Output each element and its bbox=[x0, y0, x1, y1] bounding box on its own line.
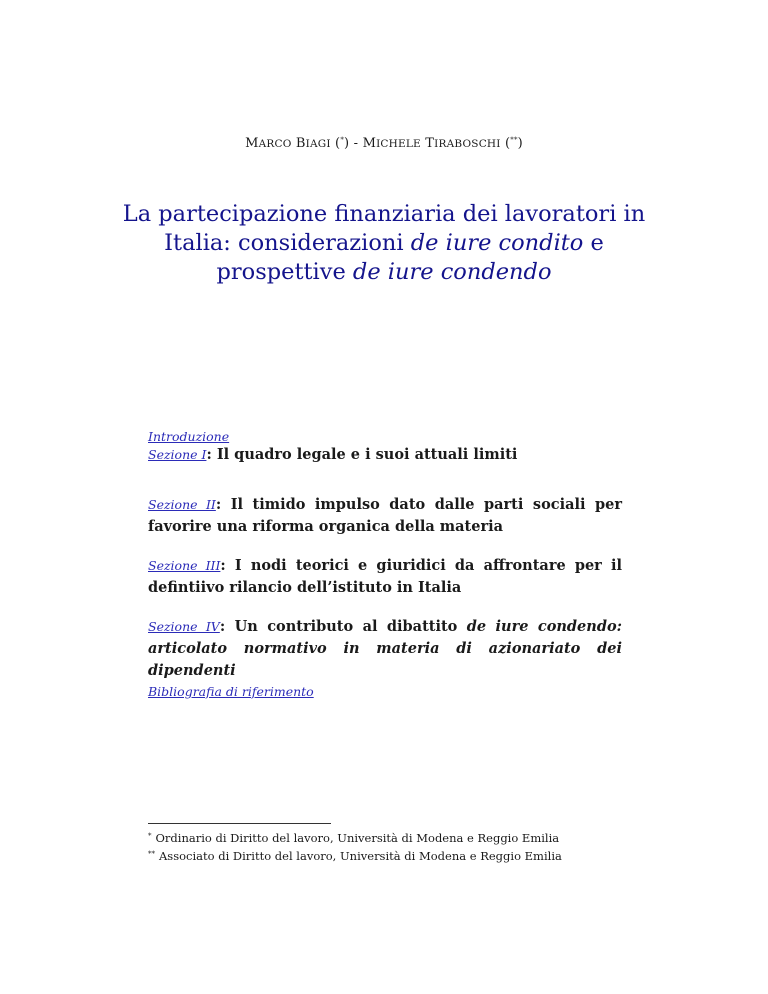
toc-bibliography bbox=[148, 681, 622, 700]
toc-section-4-title: Un contributo al dibattito bbox=[234, 618, 467, 635]
title-emphasis-condendo: de iure condendo bbox=[352, 259, 552, 285]
toc-link-section-2[interactable]: Sezione II bbox=[148, 497, 216, 512]
footnotes bbox=[148, 828, 628, 864]
toc-section-1: Sezione I: Il quadro legale e i suoi attuali limiti bbox=[148, 446, 518, 463]
toc-section-2-title: Il timido impulso dato dalle parti sociali per favorire una riforma organica della materia bbox=[148, 496, 623, 535]
document-title: La partecipazione finanziaria dei lavoratori in Italia: considerazioni de iure condito e prospettive de iure condendo bbox=[122, 201, 646, 285]
author2-last-rest: IRABOSCHI bbox=[434, 138, 501, 150]
toc-link-bibliography[interactable]: Bibliografia di riferimento bbox=[148, 684, 314, 699]
toc-link-section-4[interactable]: Sezione IV bbox=[148, 619, 220, 634]
author1-initial: M bbox=[245, 136, 259, 151]
author2-initial: M bbox=[362, 136, 377, 151]
toc-section-1-title: Il quadro legale e i suoi attuali limiti bbox=[216, 446, 518, 463]
footnote-2: ** Associato di Diritto del lavoro, Università di Modena e Reggio Emilia bbox=[148, 849, 562, 863]
footnote-divider bbox=[148, 823, 331, 824]
author1-first-rest: ARCO bbox=[258, 138, 292, 150]
toc-section-3-title: I nodi teorici e giuridici da affrontare per il defintiivo rilancio dell’istituto in Italia bbox=[148, 557, 622, 596]
toc-section-4-emphasis: de iure condendo: articolato normativo in materia di azionariato dei dipendenti bbox=[148, 618, 622, 679]
author1-footnote-mark: * bbox=[340, 136, 345, 144]
footnote-1: * Ordinario di Diritto del lavoro, Università di Modena e Reggio Emilia bbox=[148, 831, 560, 845]
toc-section-2: Sezione II: Il timido impulso dato dalle parti sociali per favorire una riforma organica della materia bbox=[148, 496, 623, 535]
toc-section-3: Sezione III: I nodi teorici e giuridici da affrontare per il defintiivo rilancio dell’istituto in Italia bbox=[148, 557, 622, 596]
toc-section-4: Sezione IV: Un contributo al dibattito de iure condendo: articolato normativo in materia di azionariato dei dipendenti bbox=[148, 618, 622, 679]
author2-first-rest: ICHELE bbox=[376, 138, 421, 150]
authors-separator: - bbox=[353, 136, 359, 151]
author1-last-initial: B bbox=[295, 136, 306, 151]
toc-link-section-1[interactable]: Sezione I bbox=[148, 447, 207, 462]
authors-line: MARCO BIAGI (*) - MICHELE TIRABOSCHI (**) bbox=[245, 136, 523, 151]
author2-last-initial: T bbox=[425, 136, 435, 151]
title-emphasis-condito: de iure condito bbox=[410, 230, 584, 256]
author1-last-rest: IAGI bbox=[305, 138, 331, 150]
toc-introduction bbox=[148, 426, 622, 445]
toc-link-introduction[interactable]: Introduzione bbox=[148, 429, 230, 444]
toc-link-section-3[interactable]: Sezione III bbox=[148, 558, 221, 573]
author2-footnote-mark: ** bbox=[510, 136, 518, 144]
